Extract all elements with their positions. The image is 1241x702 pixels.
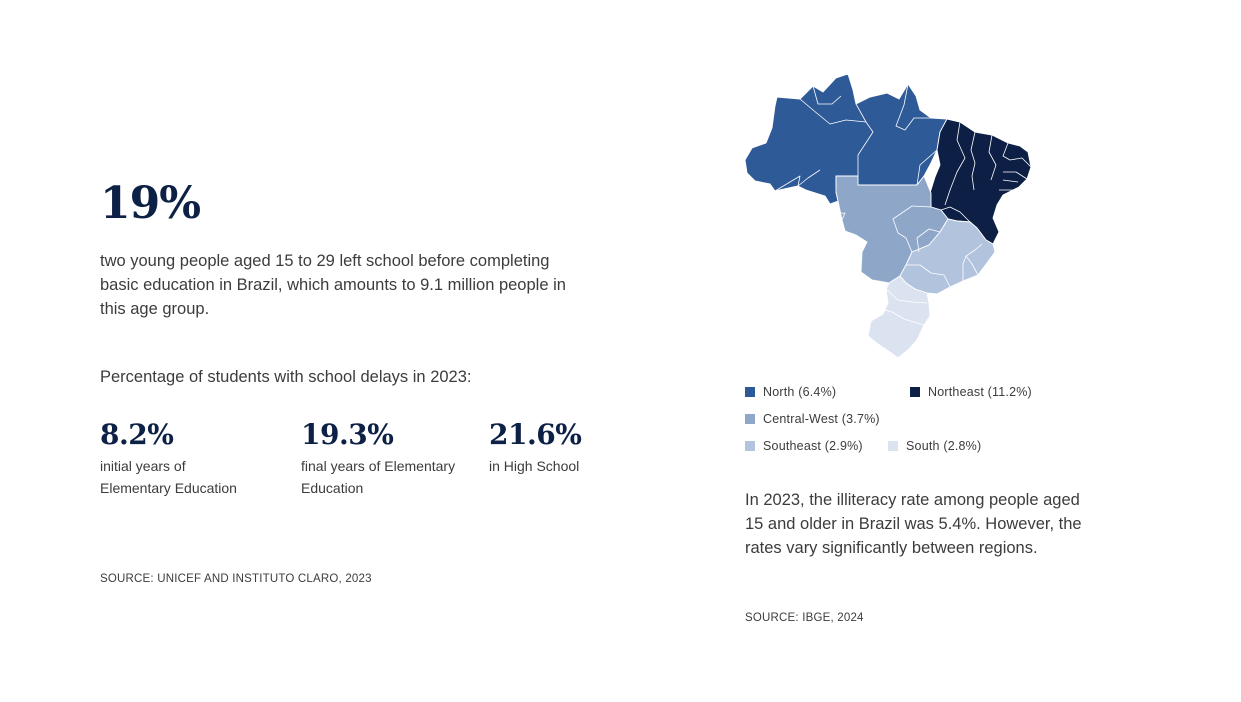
delay-stat-value: 21.6% [489,418,582,451]
legend-item-northeast [910,385,1032,399]
delays-source: SOURCE: UNICEF AND INSTITUTO CLARO, 2023 [100,573,372,585]
legend-label: Central-West (3.7%) [763,412,880,426]
legend-label: Northeast (11.2%) [928,385,1032,399]
legend-item-central-west [745,412,880,426]
delay-stat-label: in High School [489,458,580,474]
delays-heading: Percentage of students with school delays in 2023: [100,368,472,386]
legend-label: North (6.4%) [763,385,837,399]
map-source: SOURCE: IBGE, 2024 [745,612,864,624]
legend-swatch [888,441,898,451]
delay-stat-highschool [489,418,619,477]
delay-stat-label: initial years of Elementary Education [100,458,237,496]
headline-text: two young people aged 15 to 29 left school before completing basic education in Brazil, which amounts to 9.1 million people in this age group. [100,252,566,318]
legend-label: South (2.8%) [906,439,982,453]
delay-stat-value: 8.2% [100,418,174,451]
legend-swatch [745,387,755,397]
delay-stat-initial [100,418,250,499]
delay-stat-final [301,418,471,499]
legend-swatch [745,441,755,451]
legend-label: Southeast (2.9%) [763,439,863,453]
legend-swatch [745,414,755,424]
delay-stat-label: final years of Elementary Education [301,458,456,496]
legend-item-north [745,385,836,399]
delay-stat-value: 19.3% [301,418,394,451]
legend-item-southeast [745,439,863,453]
brazil-map [740,70,1040,362]
legend-swatch [910,387,920,397]
illiteracy-note: In 2023, the illiteracy rate among people aged 15 and older in Brazil was 5.4%. However, the rates vary significantly between regions. [745,491,1082,557]
legend-item-south [888,439,981,453]
headline-stat: 19% [100,178,201,229]
